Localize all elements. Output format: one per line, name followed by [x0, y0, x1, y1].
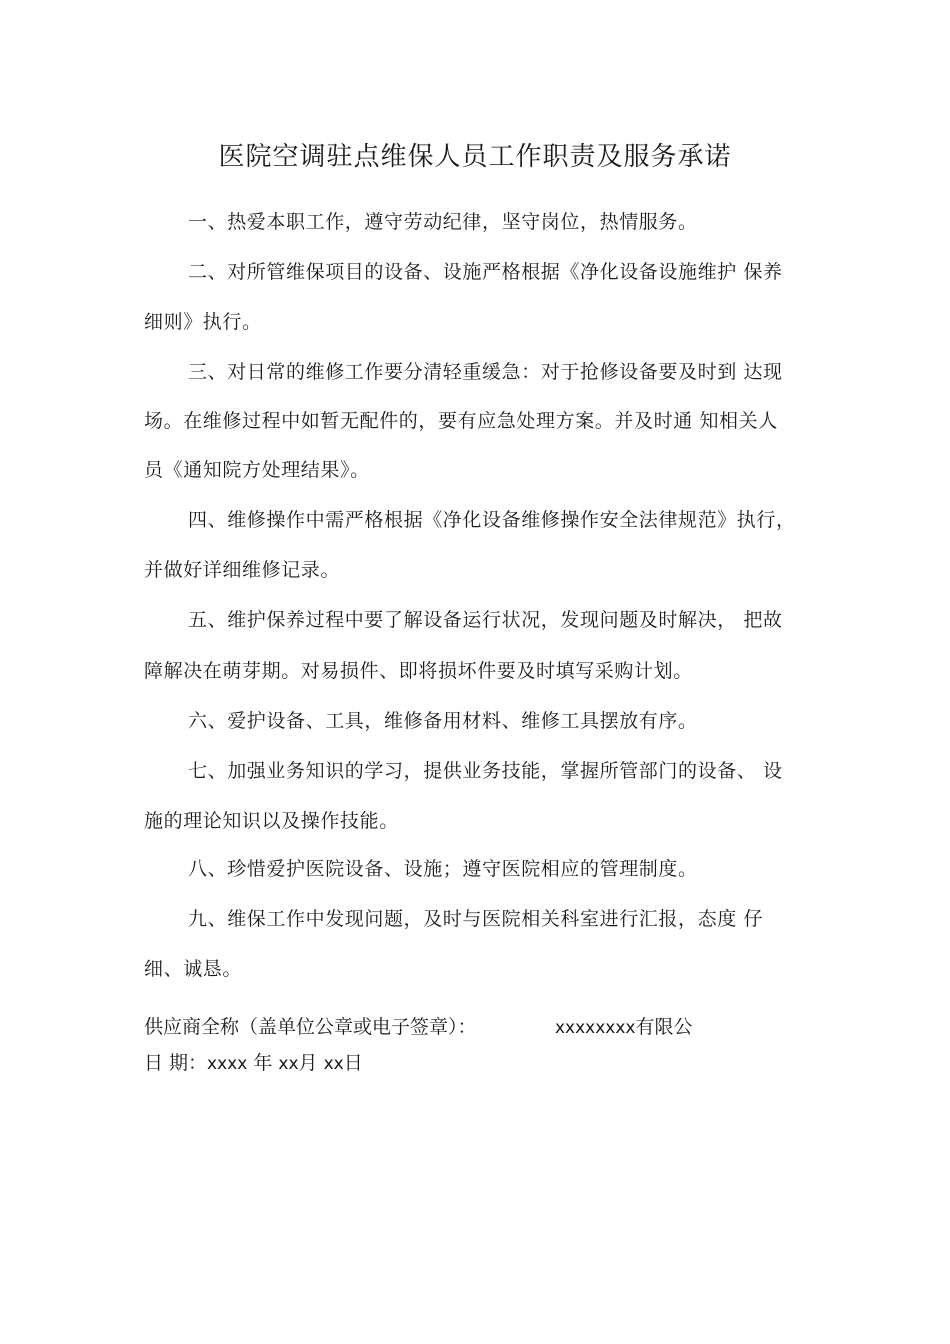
item-9-line-2: 细、诚恳。 [144, 958, 243, 980]
item-2-line-2: 细则》执行。 [144, 311, 262, 333]
item-3-line-3: 员《通知院方处理结果》。 [144, 459, 370, 481]
item-4-line-2: 并做好详细维修记录。 [144, 559, 341, 581]
month-placeholder: xx [278, 1054, 299, 1074]
item-9-line-1: 九、维保工作中发现问题，及时与医院相关科室进行汇报，态度 仔 [188, 908, 764, 930]
item-6-line-1: 六、爱护设备、工具，维修备用材料、维修工具摆放有序。 [188, 710, 698, 732]
item-8-line-1: 八、珍惜爱护医院设备、设施；遵守医院相应的管理制度。 [188, 858, 698, 880]
month-unit: 月 [298, 1052, 318, 1074]
item-7-line-1: 七、加强业务知识的学习，提供业务技能，掌握所管部门的设备、 设 [188, 760, 783, 782]
item-3-line-1: 三、对日常的维修工作要分清轻重缓急：对于抢修设备要及时到 达现 [188, 361, 783, 383]
company-placeholder: xxxxxxxx [555, 1018, 636, 1038]
company-name [555, 1015, 693, 1040]
item-3-line-2: 场。在维修过程中如暂无配件的，要有应急处理方案。并及时通 知相关人 [144, 410, 778, 432]
date-label: 日 期： [144, 1052, 208, 1074]
item-7-line-2: 施的理论知识以及操作技能。 [144, 810, 399, 832]
date-line [144, 1051, 363, 1076]
item-4-line-1: 四、维修操作中需严格根据《净化设备维修操作安全法律规范》执行， [188, 509, 796, 531]
item-2-line-1: 二、对所管维保项目的设备、设施严格根据《净化设备设施维护 保养 [188, 261, 783, 283]
year-unit: 年 [253, 1052, 273, 1074]
company-suffix: 有限公 [635, 1016, 693, 1038]
document-title: 医院空调驻点维保人员工作职责及服务承诺 [218, 142, 732, 172]
year-placeholder: xxxx [207, 1054, 248, 1074]
supplier-label: 供应商全称（盖单位公章或电子签章）： [144, 1016, 477, 1038]
day-placeholder: xx [323, 1054, 344, 1074]
supplier-line [144, 1015, 693, 1039]
item-1-line-1: 一、热爱本职工作，遵守劳动纪律，坚守岗位，热情服务。 [188, 211, 698, 233]
day-unit: 日 [343, 1052, 363, 1074]
item-5-line-1: 五、维护保养过程中要了解设备运行状况，发现问题及时解决， 把故 [188, 609, 783, 631]
item-5-line-2: 障解决在萌芽期。对易损件、即将损坏件要及时填写采购计划。 [144, 660, 693, 682]
